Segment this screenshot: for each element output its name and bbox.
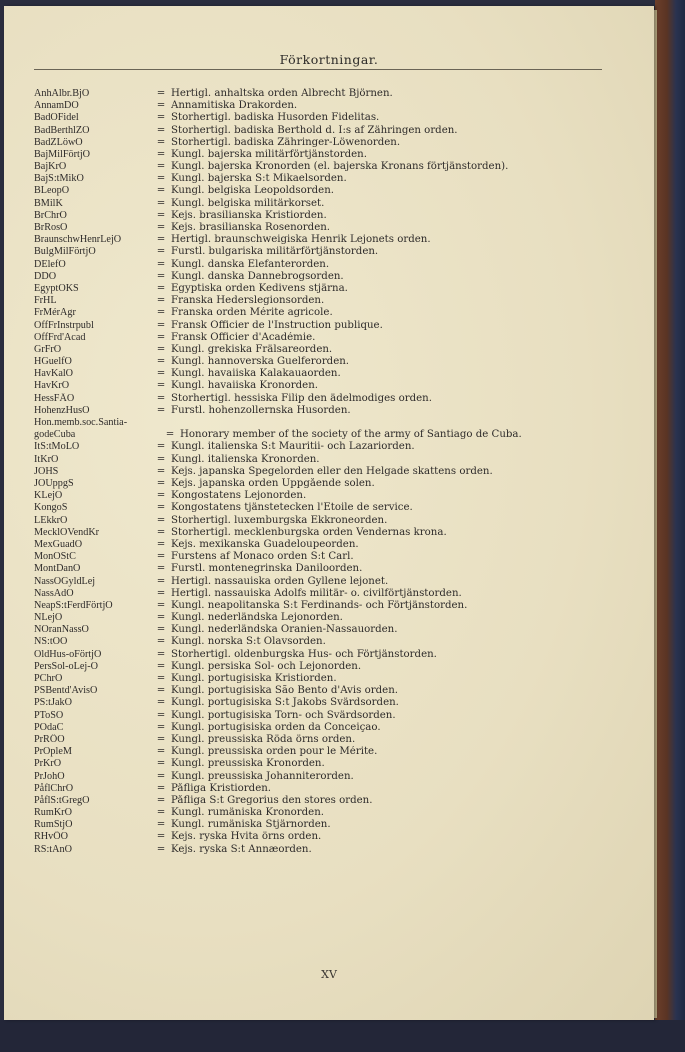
description: Kejs. brasilianska Kristiorden. [171,209,327,221]
abbreviation: HGuelfO [34,356,72,368]
list-item [34,441,634,453]
description: Kejs. japanska Spegelorden eller den Helgade skattens orden. [171,465,493,477]
abbreviation: BulgMilFörtjO [34,246,96,258]
abbreviation: MontDanO [34,563,81,575]
abbreviation: HavKrO [34,380,70,392]
description: Påfliga S:t Gregorius den stores orden. [171,794,373,806]
equals-sign: = [156,270,166,282]
abbreviation: GrFrO [34,343,62,355]
description: Kungl. bajerska Kronorden (el. bajerska Kronans förtjänstorden). [171,161,509,173]
equals-sign: = [156,843,166,855]
description: Kungl. portugisiska São Bento d'Avis orden. [171,685,398,697]
abbreviation: MonOStC [34,551,76,563]
list-item [34,198,634,210]
list-item [34,454,634,466]
description: Kungl. italienska Kronorden. [171,453,320,465]
abbreviation: KongoS [34,502,68,514]
abbreviation: PSBentd'AvisO [34,685,98,697]
description: Kungl. rumäniska Stjärnorden. [171,819,331,831]
equals-sign: = [156,343,166,355]
list-item [34,831,634,843]
equals-sign: = [156,173,166,185]
abbreviation: NLejO [34,612,63,624]
description: Hertigl. nassauiska orden Gyllene lejonet. [171,575,389,587]
equals-sign: = [156,148,166,160]
background-surface [0,1020,685,1052]
abbreviation: RumKrO [34,807,72,819]
description: Kungl. preussiska Johanniterorden. [171,770,354,782]
list-item [34,381,634,393]
abbreviation: BrChrO [34,209,67,221]
description: Furstl. hohenzollernska Husorden. [171,404,351,416]
abbreviation: EgyptOKS [34,282,79,294]
description: Storhertigl. badiska Husorden Fidelitas. [171,112,380,124]
equals-sign: = [156,465,166,477]
list-item [34,807,634,819]
description: Kungl. danska Dannebrogsorden. [171,270,344,282]
description: Furstl. bulgariska militärförtjänstorden. [171,246,379,258]
description: Kungl. havaiiska Kalakauaorden. [171,368,341,380]
equals-sign: = [156,746,166,758]
list-item [34,612,634,624]
abbreviation: NassAdO [34,587,74,599]
description: Storhertigl. badiska Berthold d. I:s af Zähringen orden. [171,124,458,136]
description: Kungl. preussiska Röda örns orden. [171,733,356,745]
description: Kungl. danska Elefanterorden. [171,258,330,270]
description: Storhertigl. oldenburgska Hus- och Förtjänstorden. [171,648,437,660]
list-item [34,771,634,783]
book-page [4,6,654,1020]
equals-sign: = [156,319,166,331]
equals-sign: = [165,429,175,441]
description: Franska Hederslegionsorden. [171,295,325,307]
equals-sign: = [156,258,166,270]
equals-sign: = [156,209,166,221]
list-item [34,783,634,795]
list-item [34,588,634,600]
list-item [34,405,634,417]
abbreviation: RS:tAnO [34,843,72,855]
abbreviation: NassOGyldLej [34,575,96,587]
description: Kungl. havaiiska Kronorden. [171,380,318,392]
equals-sign: = [156,648,166,660]
equals-sign: = [156,563,166,575]
abbreviation: NS:tOO [34,636,68,648]
list-item [34,673,634,685]
list-item [34,186,634,198]
list-item [34,661,634,673]
description: Kungl. italienska S:t Mauritii- och Lazariorden. [171,441,415,453]
abbreviation: KLejO [34,490,63,502]
abbreviation: Hon.memb.soc.Santia-godeCuba [34,417,128,441]
equals-sign: = [156,197,166,209]
equals-sign: = [156,295,166,307]
list-item [34,649,634,661]
abbreviation: DDO [34,270,57,282]
list-item [34,490,634,502]
equals-sign: = [156,758,166,770]
list-item [34,88,634,100]
equals-sign: = [156,673,166,684]
abbreviation: RHvÖO [34,831,68,843]
abbreviation: HessFÄO [34,392,75,404]
abbreviation: AnhAlbr.BjO [34,87,90,99]
description: Kejs. ryska S:t Annæorden. [171,843,312,855]
list-item [34,539,634,551]
equals-sign: = [156,807,166,819]
abbreviation: BajS:tMikO [34,173,84,185]
list-item [34,844,634,856]
list-item [34,137,634,149]
list-item [34,502,634,514]
equals-sign: = [156,356,166,368]
description: Kongostatens tjänstetecken l'Etoile de service. [171,502,413,514]
equals-sign: = [156,282,166,294]
list-item [34,466,634,478]
description: Storhertigl. mecklenburgska orden Vendernas krona. [171,526,447,538]
abbreviation: OffFrInstrpubl [34,319,94,331]
description: Kejs. mexikanska Guadeloupeorden. [171,538,359,550]
list-item [34,173,634,185]
list-item [34,307,634,319]
abbreviation: BadBerthlZO [34,124,90,136]
description: Kungl. portugisiska S:t Jakobs Svärdsorden. [171,697,399,709]
list-item [34,758,634,770]
description: Kungl. hannoverska Guelferorden. [171,356,350,368]
abbreviation: BraunschwHenrLejO [34,234,122,246]
list-item [34,527,634,539]
equals-sign: = [156,380,166,392]
equals-sign: = [156,441,166,453]
abbreviation: MecklOVendKr [34,526,100,538]
description: Storhertigl. luxemburgska Ekkroneorden. [171,514,388,526]
list-item [34,417,634,441]
equals-sign: = [156,697,166,709]
list-item [34,795,634,807]
abbreviation: BLeopO [34,185,70,197]
abbreviation: PrOpleM [34,746,72,758]
equals-sign: = [156,636,166,648]
equals-sign: = [156,526,166,538]
description: Honorary member of the society of the army of Santiago de Cuba. [180,429,522,441]
equals-sign: = [156,709,166,721]
abbreviation: AnnamDO [34,100,79,112]
equals-sign: = [156,161,166,173]
description: Hertigl. braunschweigiska Henrik Lejonets orden. [171,234,431,246]
abbreviation: JOUppgS [34,478,74,489]
equals-sign: = [156,599,166,611]
abbreviation: FrMérAgr [34,307,76,319]
equals-sign: = [156,538,166,550]
equals-sign: = [156,733,166,745]
page-title: Förkortningar. [279,52,379,67]
list-item [34,697,634,709]
equals-sign: = [156,721,166,733]
equals-sign: = [156,551,166,563]
equals-sign: = [156,502,166,514]
list-item [34,320,634,332]
list-item [34,149,634,161]
list-item [34,563,634,575]
equals-sign: = [156,782,166,794]
list-item [34,161,634,173]
equals-sign: = [156,185,166,197]
list-item [34,234,634,246]
abbreviation: ItKrO [34,453,59,465]
list-item [34,271,634,283]
abbreviation: LEkkrO [34,514,68,526]
equals-sign: = [156,478,166,489]
description: Fransk Officier d'Académie. [171,331,316,343]
equals-sign: = [156,819,166,831]
description: Kejs. japanska orden Uppgående solen. [171,478,375,489]
equals-sign: = [156,453,166,465]
description: Annamitiska Drakorden. [171,100,298,112]
equals-sign: = [156,368,166,380]
list-item [34,222,634,234]
list-item [34,210,634,222]
abbreviation: BMilK [34,197,63,209]
equals-sign: = [156,612,166,624]
abbreviation: HavKalO [34,368,74,380]
abbreviation: BrRosO [34,222,68,234]
abbreviation: RumStjO [34,819,73,831]
abbreviation: JOHS [34,465,59,477]
list-item [34,246,634,258]
description: Kungl. nederländska Oranien-Nassauorden. [171,624,398,636]
abbreviation: BajMilFörtjO [34,148,91,160]
description: Kungl. grekiska Frälsareorden. [171,343,333,355]
equals-sign: = [156,331,166,343]
header-divider [34,69,602,70]
list-item [34,734,634,746]
equals-sign: = [156,124,166,136]
list-item [34,368,634,380]
description: Kungl. belgiska militärkorset. [171,197,325,209]
description: Hertigl. nassauiska Adolfs militär- o. civilförtjänstorden. [171,587,462,599]
abbreviation: BadZLöwO [34,136,83,148]
abbreviation: HohenzHusO [34,404,90,416]
abbreviation: MexGuadO [34,538,83,550]
description: Kejs. brasilianska Rosenorden. [171,222,331,234]
list-item [34,478,634,490]
description: Kungl. preussiska Kronorden. [171,758,325,770]
equals-sign: = [156,392,166,404]
list-item [34,344,634,356]
abbreviation: NeapS:tFerdFörtjO [34,599,113,611]
equals-sign: = [156,685,166,697]
list-item [34,259,634,271]
abbreviation: FrHL [34,295,57,307]
equals-sign: = [156,136,166,148]
description: Furstl. montenegrinska Daniloorden. [171,563,363,575]
abbreviation: PChrO [34,673,63,684]
abbreviation: PToSO [34,709,64,721]
abbreviation: OffFrd'Acad [34,331,86,343]
equals-sign: = [156,87,166,99]
abbreviation: BajKrO [34,161,67,173]
equals-sign: = [156,794,166,806]
abbreviation: PåflChrO [34,782,74,794]
description: Kungl. neapolitanska S:t Ferdinands- och Förtjänstorden. [171,599,468,611]
list-item [34,295,634,307]
abbreviation: DElefO [34,258,66,270]
list-item [34,819,634,831]
description: Fransk Officier de l'Instruction publique. [171,319,383,331]
equals-sign: = [156,770,166,782]
abbreviation: POdaC [34,721,64,733]
book-cover-edge [655,0,685,1052]
description: Kungl. rumäniska Kronorden. [171,807,324,819]
description: Kungl. portugisiska Kristiorden. [171,673,337,684]
list-item [34,685,634,697]
description: Kungl. nederländska Lejonorden. [171,612,343,624]
list-item [34,636,634,648]
description: Storhertigl. badiska Zähringer-Löwenorden. [171,136,401,148]
list-item [34,551,634,563]
list-item [34,283,634,295]
equals-sign: = [156,246,166,258]
description: Storhertigl. hessiska Filip den ädelmodiges orden. [171,392,432,404]
equals-sign: = [156,490,166,502]
list-item [34,100,634,112]
abbreviation: BadOFidel [34,112,79,124]
abbreviation-list [34,88,634,856]
list-item [34,393,634,405]
description: Kungl. preussiska orden pour le Mérite. [171,746,378,758]
description: Kungl. belgiska Leopoldsorden. [171,185,335,197]
list-item [34,576,634,588]
abbreviation: NOranNassO [34,624,89,636]
description: Kungl. persiska Sol- och Lejonorden. [171,660,362,672]
equals-sign: = [156,660,166,672]
abbreviation: PS:tJakO [34,697,72,709]
description: Kongostatens Lejonorden. [171,490,307,502]
equals-sign: = [156,234,166,246]
description: Kejs. ryska Hvita örns orden. [171,831,322,843]
description: Hertigl. anhaltska orden Albrecht Björnen. [171,87,393,99]
equals-sign: = [156,100,166,112]
description: Påfliga Kristiorden. [171,782,272,794]
abbreviation: PrKrO [34,758,62,770]
description: Franska orden Mérite agricole. [171,307,333,319]
page-number: XV [321,968,337,981]
list-item [34,600,634,612]
list-item [34,112,634,124]
description: Kungl. bajerska militärförtjänstorden. [171,148,367,160]
equals-sign: = [156,587,166,599]
abbreviation: ItS:tMoLO [34,441,80,453]
equals-sign: = [156,575,166,587]
abbreviation: PrRÖO [34,733,65,745]
list-item [34,710,634,722]
list-item [34,746,634,758]
equals-sign: = [156,307,166,319]
equals-sign: = [156,404,166,416]
list-item [34,624,634,636]
abbreviation: PersSol-oLej-O [34,660,98,672]
equals-sign: = [156,112,166,124]
list-item [34,515,634,527]
abbreviation: OldHus-oFörtjO [34,648,102,660]
description: Kungl. portugisiska orden da Conceiçao. [171,721,381,733]
list-item [34,332,634,344]
description: Egyptiska orden Kedivens stjärna. [171,282,348,294]
abbreviation: PåflS:tGregO [34,794,90,806]
description: Kungl. bajerska S:t Mikaelsorden. [171,173,347,185]
equals-sign: = [156,222,166,234]
equals-sign: = [156,831,166,843]
list-item [34,125,634,137]
abbreviation: PrJohO [34,770,65,782]
list-item [34,356,634,368]
description: Furstens af Monaco orden S:t Carl. [171,551,354,563]
list-item [34,722,634,734]
description: Kungl. portugisiska Torn- och Svärdsorden. [171,709,396,721]
description: Kungl. norska S:t Olavsorden. [171,636,326,648]
equals-sign: = [156,624,166,636]
equals-sign: = [156,514,166,526]
